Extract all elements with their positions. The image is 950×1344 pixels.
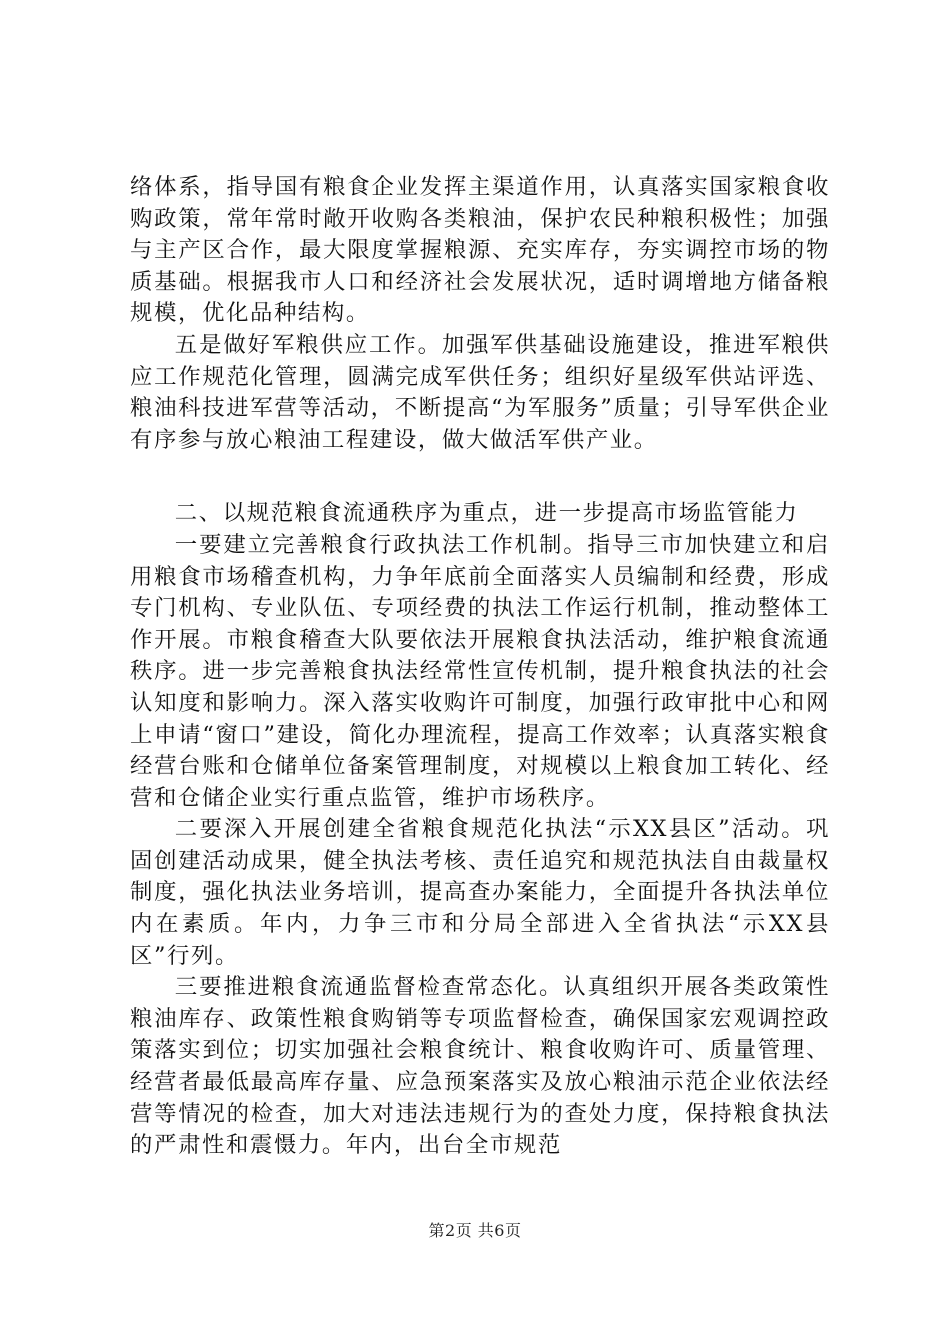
paragraph-military-grain: 五是做好军粮供应工作。加强军供基础设施建设，推进军粮供应工作规范化管理，圆满完成军供任务；组织好星级军供站评选、粮油科技进军营等活动，不断提高“为军服务”质量；引导军供企业有序参与放心粮油工程建设，做大做活军供产业。 [130, 331, 830, 453]
paragraph-model-county-campaign: 二要深入开展创建全省粮食规范化执法“示XX县区”活动。巩固创建活动成果，健全执法考核、责任追究和规范执法自由裁量权制度，强化执法业务培训，提高查办案能力，全面提升各执法单位内在素质。年内，力争三市和分局全部进入全省执法“示XX县区”行列。 [130, 816, 830, 969]
document-body [130, 172, 830, 1162]
paragraph-supervision-inspection: 三要推进粮食流通监督检查常态化。认真组织开展各类政策性粮油库存、政策性粮食购销等专项监督检查，确保国家宏观调控政策落实到位；切实加强社会粮食统计、粮食收购许可、质量管理、经营者最低最高库存量、应急预案落实及放心粮油示范企业依法经营等情况的检查，加大对违法违规行为的查处力度，保持粮食执法的严肃性和震慑力。年内，出台全市规范 [130, 974, 830, 1159]
section-heading: 二、以规范粮食流通秩序为重点，进一步提高市场监管能力 [174, 500, 799, 527]
paragraph-enforcement-mechanism: 一要建立完善粮食行政执法工作机制。指导三市加快建立和启用粮食市场稽查机构，力争年底前全面落实人员编制和经费，形成专门机构、专业队伍、专项经费的执法工作运行机制，推动整体工作开展。市粮食稽查大队要依法开展粮食执法活动，维护粮食流通秩序。进一步完善粮食执法经常性宣传机制，提升粮食执法的社会认知度和影响力。深入落实收购许可制度，加强行政审批中心和网上申请“窗口”建设，简化办理流程，提高工作效率；认真落实粮食经营台账和仓储单位备案管理制度，对规模以上粮食加工转化、经营和仓储企业实行重点监管，维护市场秩序。 [130, 531, 830, 811]
section-spacer [130, 456, 830, 498]
paragraph-grain-reserve: 络体系，指导国有粮食企业发挥主渠道作用，认真落实国家粮食收购政策，常年常时敞开收购各类粮油，保护农民种粮积极性；加强与主产区合作，最大限度掌握粮源、充实库存，夯实调控市场的物质基础。根据我市人口和经济社会发展状况，适时调增地方储备粮规模，优化品种结构。 [130, 174, 830, 327]
page-number-footer: 第2页 共6页 [428, 1221, 522, 1240]
